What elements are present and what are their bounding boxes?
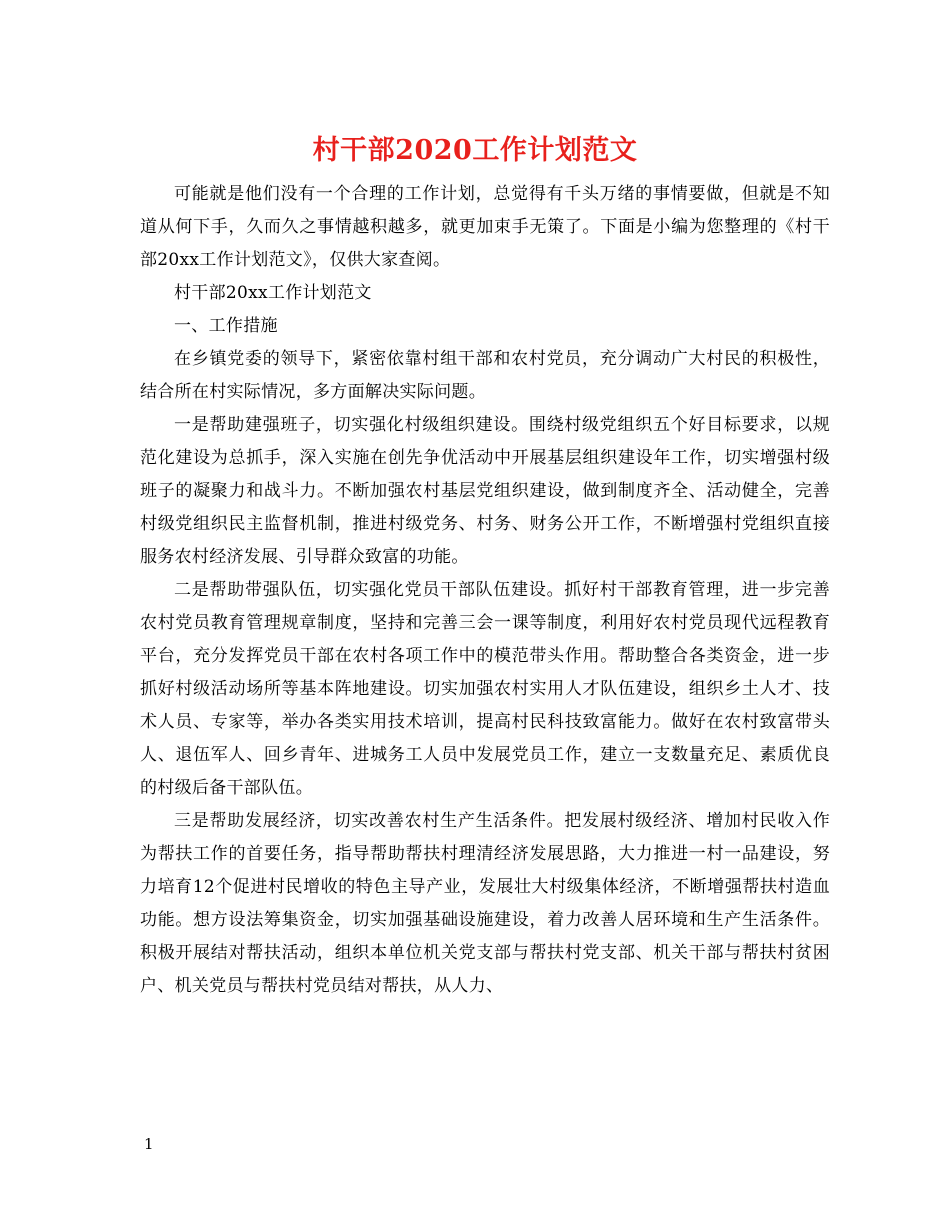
paragraph-leadership: 在乡镇党委的领导下，紧密依靠村组干部和农村党员，充分调动广大村民的积极性，结合所在村实际情况，多方面解决实际问题。	[140, 349, 830, 402]
section-heading-work-measures: 一、工作措施	[174, 316, 278, 336]
paragraph-point-three: 三是帮助发展经济，切实改善农村生产生活条件。把发展村级经济、增加村民收入作为帮扶工作的首要任务，指导帮助帮扶村理清经济发展思路，大力推进一村一品建设，努力培育12个促进村民增收的特色主导产业，发展壮大村级集体经济，不断增强帮扶村造血功能。想方设法筹集资金，切实加强基础设施建设，着力改善人居环境和生产生活条件。积极开展结对帮扶活动，组织本单位机关党支部与帮扶村党支部、机关干部与帮扶村贫困户、机关党员与帮扶村党员结对帮扶，从人力、	[140, 811, 830, 996]
document-body	[140, 178, 830, 1003]
paragraph-intro: 可能就是他们没有一个合理的工作计划，总觉得有千头万绪的事情要做，但就是不知道从何下手，久而久之事情越积越多，就更加束手无策了。下面是小编为您整理的《村干部20xx工作计划范文》，仅供大家查阅。	[140, 184, 830, 270]
document-title: 村干部2020工作计划范文	[312, 135, 638, 166]
page-number: 1	[144, 1135, 154, 1153]
paragraph-point-one: 一是帮助建强班子，切实强化村级组织建设。围绕村级党组织五个好目标要求，以规范化建设为总抓手，深入实施在创先争优活动中开展基层组织建设年工作，切实增强村级班子的凝聚力和战斗力。不断加强农村基层党组织建设，做到制度齐全、活动健全，完善村级党组织民主监督机制，推进村级党务、村务、财务公开工作，不断增强村党组织直接服务农村经济发展、引导群众致富的功能。	[140, 415, 830, 567]
paragraph-point-two: 二是帮助带强队伍，切实强化党员干部队伍建设。抓好村干部教育管理，进一步完善农村党员教育管理规章制度，坚持和完善三会一课等制度，利用好农村党员现代远程教育平台，充分发挥党员干部在农村各项工作中的模范带头作用。帮助整合各类资金，进一步抓好村级活动场所等基本阵地建设。切实加强农村实用人才队伍建设，组织乡土人才、技术人员、专家等，举办各类实用技术培训，提高村民科技致富能力。做好在农村致富带头人、退伍军人、回乡青年、进城务工人员中发展党员工作，建立一支数量充足、素质优良的村级后备干部队伍。	[140, 580, 830, 798]
paragraph-subtitle: 村干部20xx工作计划范文	[174, 283, 372, 303]
